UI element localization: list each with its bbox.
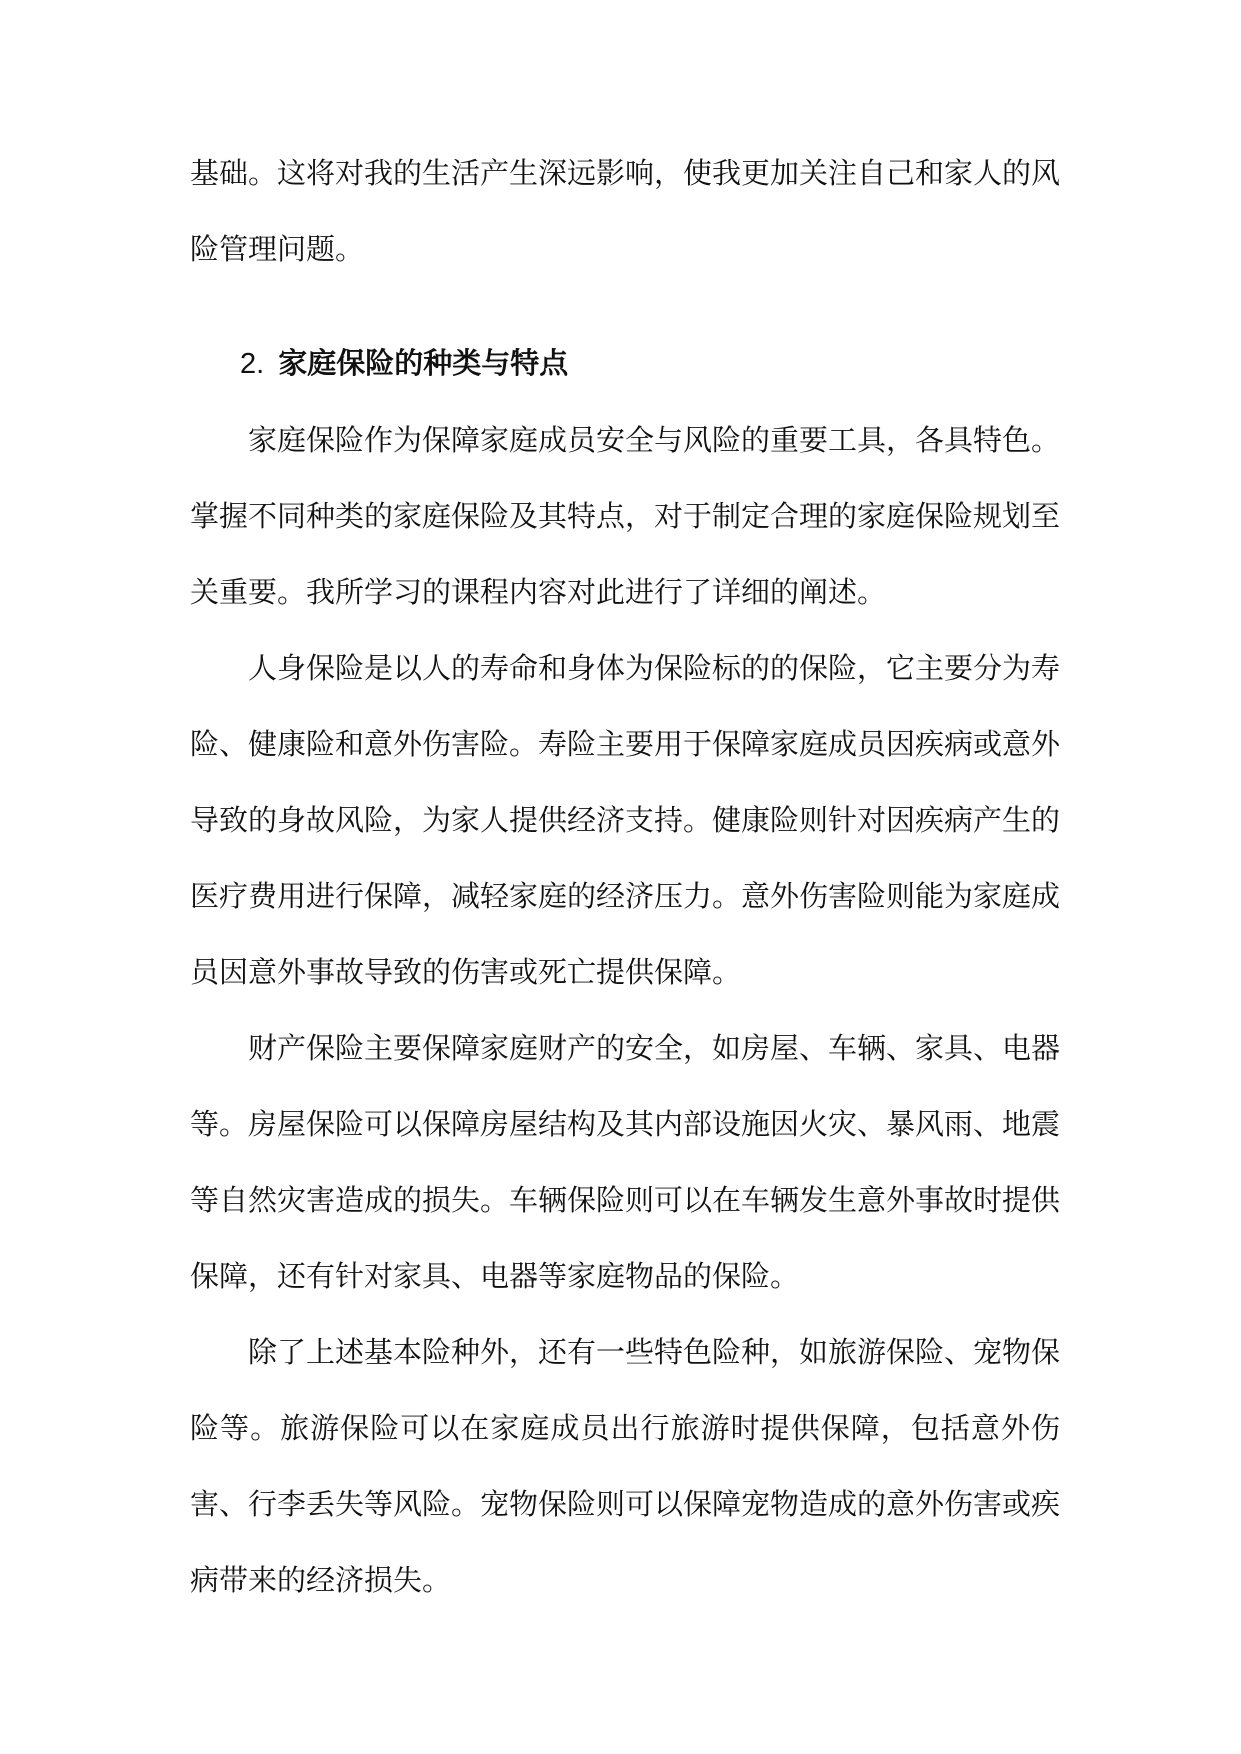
section-title: 家庭保险的种类与特点 xyxy=(278,346,569,380)
body-paragraph: 人身保险是以人的寿命和身体为保险标的的保险，它主要分为寿险、健康险和意外伤害险。寿险主要用于保障家庭成员因疾病或意外导致的身故风险，为家人提供经济支持。健康险则针对因疾病产生的医疗费用进行保障，减轻家庭的经济压力。意外伤害险则能为家庭成员因意外事故导致的伤害或死亡提供保障。 xyxy=(190,651,1061,989)
section-number: 2. xyxy=(240,348,265,380)
body-paragraph: 财产保险主要保障家庭财产的安全，如房屋、车辆、家具、电器等。房屋保险可以保障房屋结构及其内部设施因火灾、暴风雨、地震等自然灾害造成的损失。车辆保险则可以在车辆发生意外事故时提供保障，还有针对家具、电器等家庭物品的保险。 xyxy=(190,1031,1061,1293)
continuation-paragraph: 基础。这将对我的生活产生深远影响，使我更加关注自己和家人的风险管理问题。 xyxy=(190,156,1061,266)
document-page xyxy=(190,135,1060,1618)
body-paragraph: 家庭保险作为保障家庭成员安全与风险的重要工具，各具特色。掌握不同种类的家庭保险及其特点，对于制定合理的家庭保险规划至关重要。我所学习的课程内容对此进行了详细的阐述。 xyxy=(190,423,1061,609)
section-heading xyxy=(190,325,1060,402)
body-paragraph: 除了上述基本险种外，还有一些特色险种，如旅游保险、宠物保险等。旅游保险可以在家庭成员出行旅游时提供保障，包括意外伤害、行李丢失等风险。宠物保险则可以保障宠物造成的意外伤害或疾病带来的经济损失。 xyxy=(190,1335,1061,1597)
